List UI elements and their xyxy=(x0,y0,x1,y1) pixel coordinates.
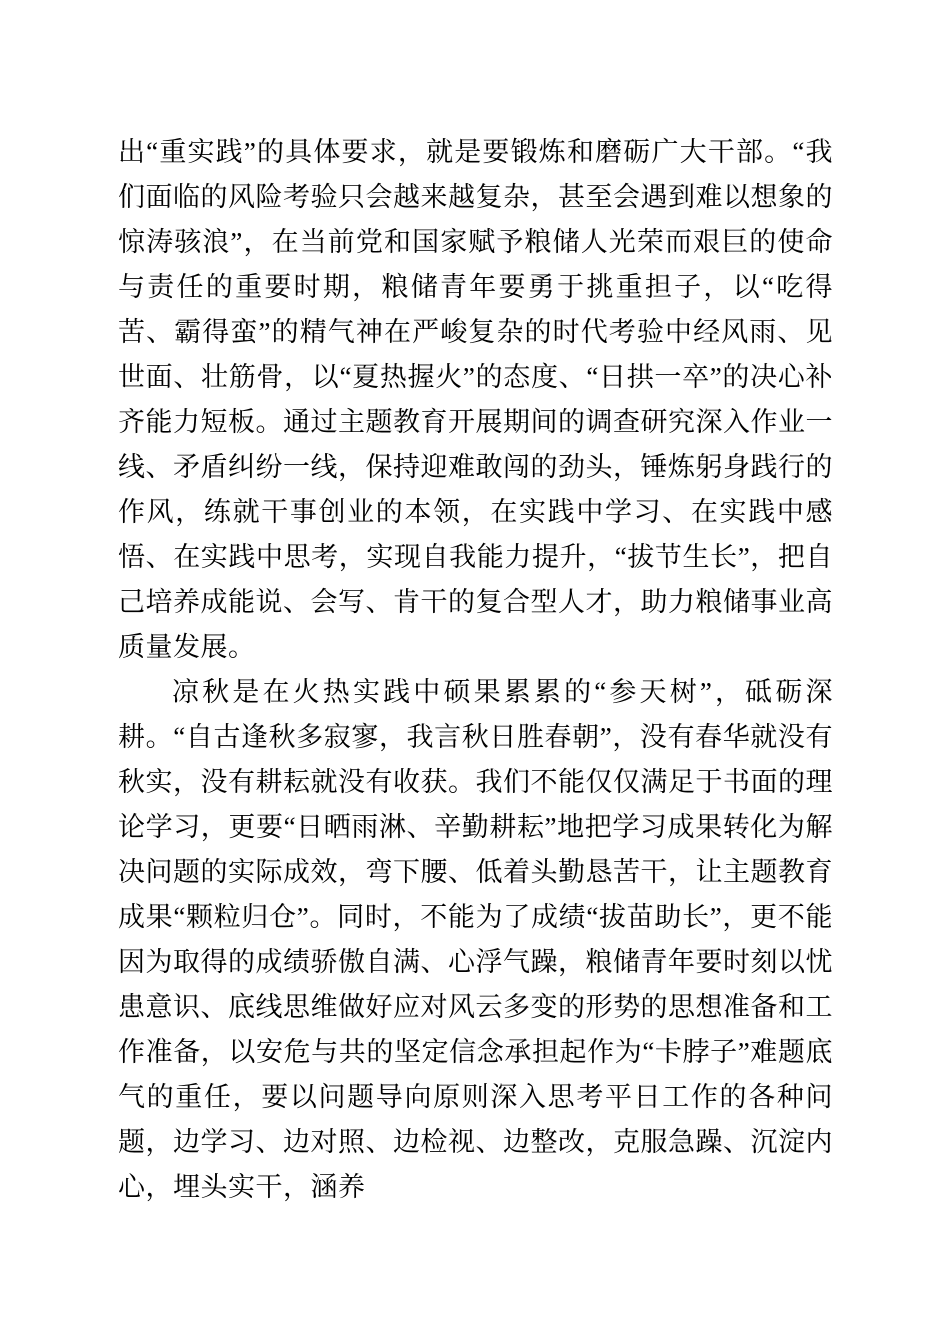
document-body xyxy=(118,130,833,1210)
paragraph-continuation: 出“重实践”的具体要求，就是要锻炼和磨砺广大干部。“我们面临的风险考验只会越来越复杂，甚至会遇到难以想象的惊涛骇浪”，在当前党和国家赋予粮储人光荣而艰巨的使命与责任的重要时期，粮储青年要勇于挑重担子，以“吃得苦、霸得蛮”的精气神在严峻复杂的时代考验中经风雨、见世面、壮筋骨，以“夏热握火”的态度、“日拱一卒”的决心补齐能力短板。通过主题教育开展期间的调查研究深入作业一线、矛盾纠纷一线，保持迎难敢闯的劲头，锤炼躬身践行的作风，练就干事创业的本领，在实践中学习、在实践中感悟、在实践中思考，实现自我能力提升，“拔节生长”，把自己培养成能说、会写、肯干的复合型人才，助力粮储事业高质量发展。 xyxy=(118,137,833,662)
paragraph: 凉秋是在火热实践中硕果累累的“参天树”，砥砺深耕。“自古逢秋多寂寥，我言秋日胜春朝”，没有春华就没有秋实，没有耕耘就没有收获。我们不能仅仅满足于书面的理论学习，更要“日晒雨淋、辛勤耕耘”地把学习成果转化为解决问题的实际成效，弯下腰、低着头勤恳苦干，让主题教育成果“颗粒归仓”。同时，不能为了成绩“拔苗助长”，更不能因为取得的成绩骄傲自满、心浮气躁，粮储青年要时刻以忧患意识、底线思维做好应对风云多变的形势的思想准备和工作准备，以安危与共的坚定信念承担起作为“卡脖子”难题底气的重任，要以问题导向原则深入思考平日工作的各种问题，边学习、边对照、边检视、边整改，克服急躁、沉淀内心，埋头实干，涵养 xyxy=(118,677,833,1202)
